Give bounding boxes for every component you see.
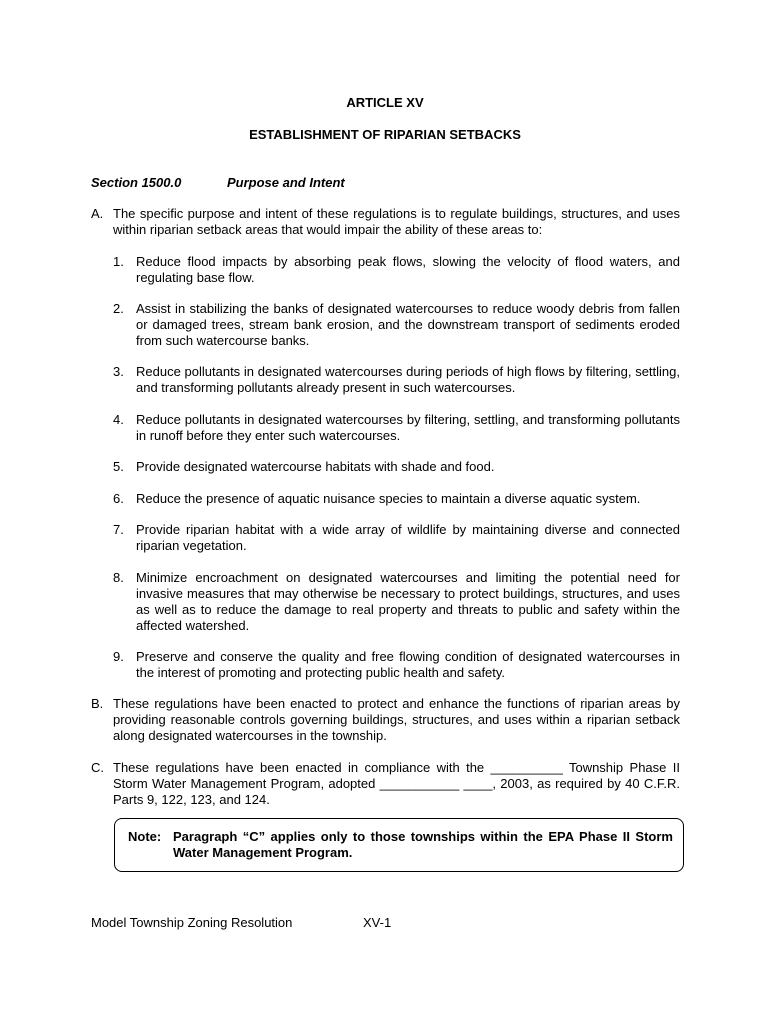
list-item xyxy=(113,364,680,396)
list-item-number: 2. xyxy=(113,301,124,316)
list-item-number: 6. xyxy=(113,491,124,506)
list-item-text: Assist in stabilizing the banks of designated watercourses to reduce woody debris from fallen or damaged trees, stream bank erosion, and the downstream transport of sediments eroded from such watercourse banks. xyxy=(136,301,680,348)
list-item-number: 7. xyxy=(113,522,124,537)
note-label: Note: xyxy=(128,829,162,844)
section-title: Purpose and Intent xyxy=(227,175,345,190)
list-item xyxy=(113,649,680,681)
list-item-number: 3. xyxy=(113,364,124,379)
paragraph-text: These regulations have been enacted to protect and enhance the functions of riparian areas by providing reasonable controls governing buildings, structures, and uses within a riparian setback along designated watercourses in the township. xyxy=(113,696,680,743)
paragraph-b xyxy=(91,696,680,744)
footer-document-name: Model Township Zoning Resolution xyxy=(91,915,293,930)
list-item-number: 4. xyxy=(113,412,124,427)
list-item xyxy=(113,301,680,349)
list-item-number: 5. xyxy=(113,459,124,474)
list-item xyxy=(113,412,680,444)
section-heading xyxy=(91,175,345,191)
list-item xyxy=(113,254,680,286)
paragraph-letter: B. xyxy=(91,696,104,711)
list-item-number: 8. xyxy=(113,570,124,585)
note-box xyxy=(114,818,684,872)
list-item-number: 1. xyxy=(113,254,124,269)
list-item xyxy=(113,522,680,554)
paragraph-letter: A. xyxy=(91,206,104,221)
section-number: Section 1500.0 xyxy=(91,175,182,190)
list-item-text: Reduce the presence of aquatic nuisance species to maintain a diverse aquatic system. xyxy=(136,491,641,506)
list-item xyxy=(113,570,680,634)
article-number: ARTICLE XV xyxy=(346,95,424,110)
paragraph-text: The specific purpose and intent of these regulations is to regulate buildings, structures, and uses within riparian setback areas that would impair the ability of these areas to: xyxy=(113,206,680,237)
list-item-text: Preserve and conserve the quality and free flowing condition of designated watercourses in the interest of promoting and protecting public health and safety. xyxy=(136,649,680,680)
list-item xyxy=(113,491,680,507)
list-item-number: 9. xyxy=(113,649,124,664)
article-title: ESTABLISHMENT OF RIPARIAN SETBACKS xyxy=(249,127,521,142)
list-item-text: Provide designated watercourse habitats with shade and food. xyxy=(136,459,495,474)
paragraph-a xyxy=(91,206,680,238)
list-item-text: Reduce pollutants in designated watercourses by filtering, settling, and transforming pollutants in runoff before they enter such watercourses. xyxy=(136,412,680,443)
list-item-text: Provide riparian habitat with a wide array of wildlife by maintaining diverse and connected riparian vegetation. xyxy=(136,522,680,553)
note-text: Paragraph “C” applies only to those townships within the EPA Phase II Storm Water Management Program. xyxy=(173,829,673,860)
list-item-text: Minimize encroachment on designated watercourses and limiting the potential need for invasive measures that may otherwise be necessary to protect buildings, structures, and uses as well as to reduce the damage to real property and threats to public and safety within the affected watershed. xyxy=(136,570,680,633)
paragraph-c xyxy=(91,760,680,808)
paragraph-letter: C. xyxy=(91,760,104,775)
footer-page-number: XV-1 xyxy=(363,915,392,930)
list-item-text: Reduce pollutants in designated watercourses during periods of high flows by filtering, settling, and transforming pollutants already present in such watercourses. xyxy=(136,364,680,395)
list-item xyxy=(113,459,680,475)
list-item-text: Reduce flood impacts by absorbing peak flows, slowing the velocity of flood waters, and regulating base flow. xyxy=(136,254,680,285)
paragraph-text: These regulations have been enacted in compliance with the __________ Township Phase II Storm Water Management Program, adopted ___________ ____, 2003, as required by 40 C.F.R. Parts 9, 122, 123, and 124. xyxy=(113,760,680,807)
